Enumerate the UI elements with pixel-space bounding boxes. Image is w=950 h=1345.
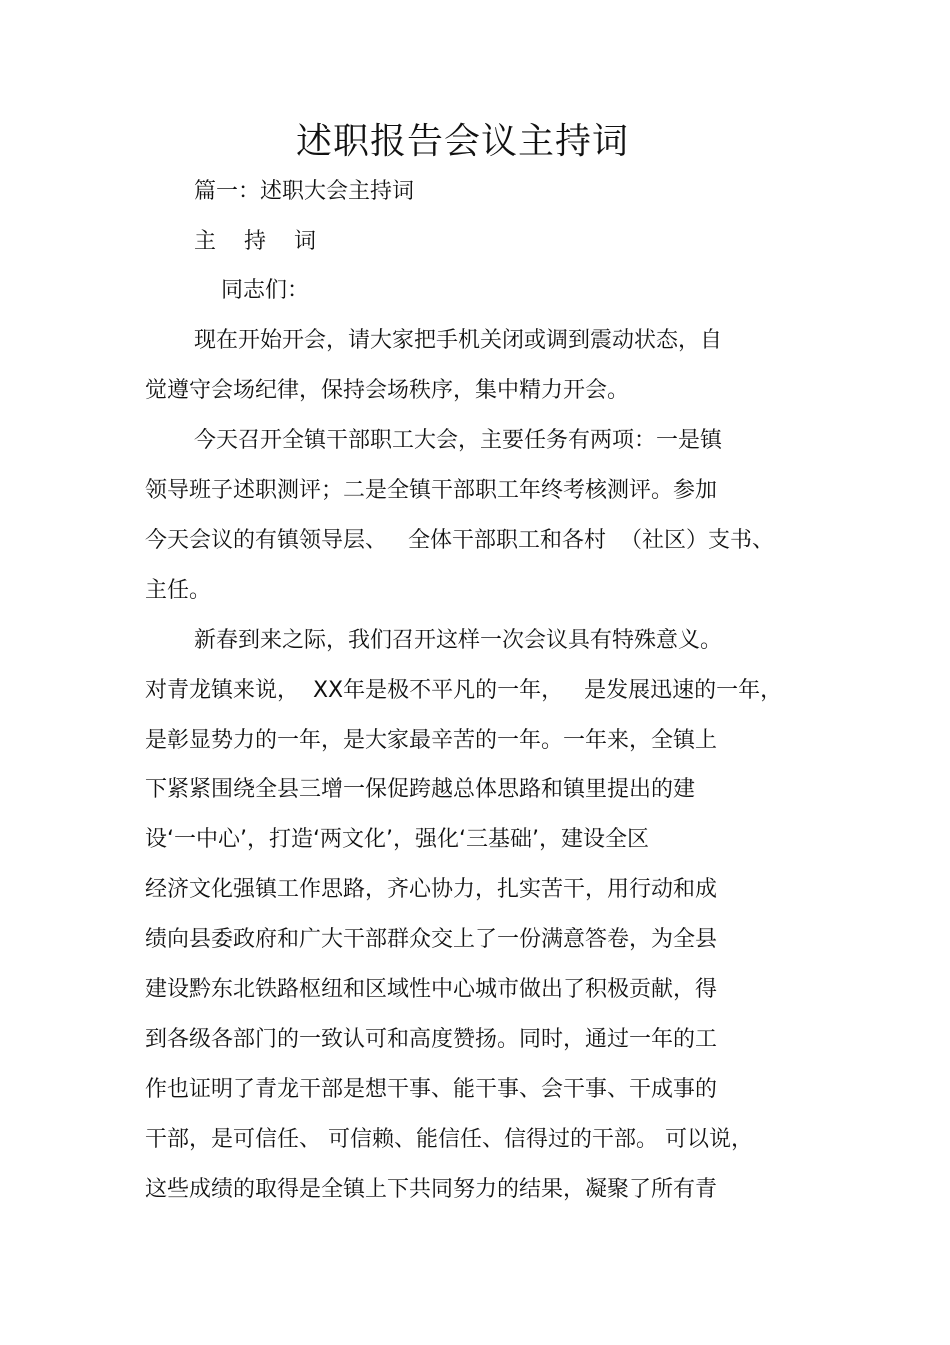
text-line: 下紧紧围绕全县三增一保促跨越总体思路和镇里提出的建 xyxy=(145,777,696,802)
text-line: 新春到来之际，我们召开这样一次会议具有特殊意义。 xyxy=(194,628,723,653)
text-line: 经济文化强镇工作思路，齐心协力，扎实苦干，用行动和成 xyxy=(145,877,718,902)
text-line: 现在开始开会，请大家把手机关闭或调到震动状态，自 xyxy=(194,328,723,353)
text-line: 这些成绩的取得是全镇上下共同努力的结果，凝聚了所有青 xyxy=(145,1177,718,1202)
text-line: 对青龙镇来说， XX年是极不平凡的一年， 是发展迅速的一年， xyxy=(145,678,783,703)
text-line: 绩向县委政府和广大干部群众交上了一份满意答卷，为全县 xyxy=(145,927,718,952)
document-title: 述职报告会议主持词 xyxy=(295,121,629,162)
text-line: 到各级各部门的一致认可和高度赞扬。同时，通过一年的工 xyxy=(145,1027,718,1052)
text-line: 同志们： xyxy=(221,278,310,303)
text-line: 建设黔东北铁路枢纽和区域性中心城市做出了积极贡献，得 xyxy=(145,977,718,1002)
text-line: 主 持 词 xyxy=(194,229,316,254)
text-line: 干部，是可信任、 可信赖、能信任、信得过的干部。 可以说， xyxy=(145,1127,753,1152)
text-line: 主任。 xyxy=(145,578,212,603)
text-line: 篇一：述职大会主持词 xyxy=(194,179,415,204)
text-line: 今天会议的有镇领导层、 全体干部职工和各村 （社区）支书、 xyxy=(145,528,774,553)
text-line: 作也证明了青龙干部是想干事、能干事、会干事、干成事的 xyxy=(145,1077,718,1102)
text-line: 设‘一中心’，打造‘两文化’，强化‘三基础’，建设全区 xyxy=(145,827,649,852)
text-line: 觉遵守会场纪律，保持会场秩序，集中精力开会。 xyxy=(145,378,630,403)
text-line: 是彰显势力的一年，是大家最辛苦的一年。一年来，全镇上 xyxy=(145,728,718,753)
text-line: 今天召开全镇干部职工大会，主要任务有两项：一是镇 xyxy=(194,428,723,453)
text-line: 领导班子述职测评；二是全镇干部职工年终考核测评。参加 xyxy=(145,478,718,503)
